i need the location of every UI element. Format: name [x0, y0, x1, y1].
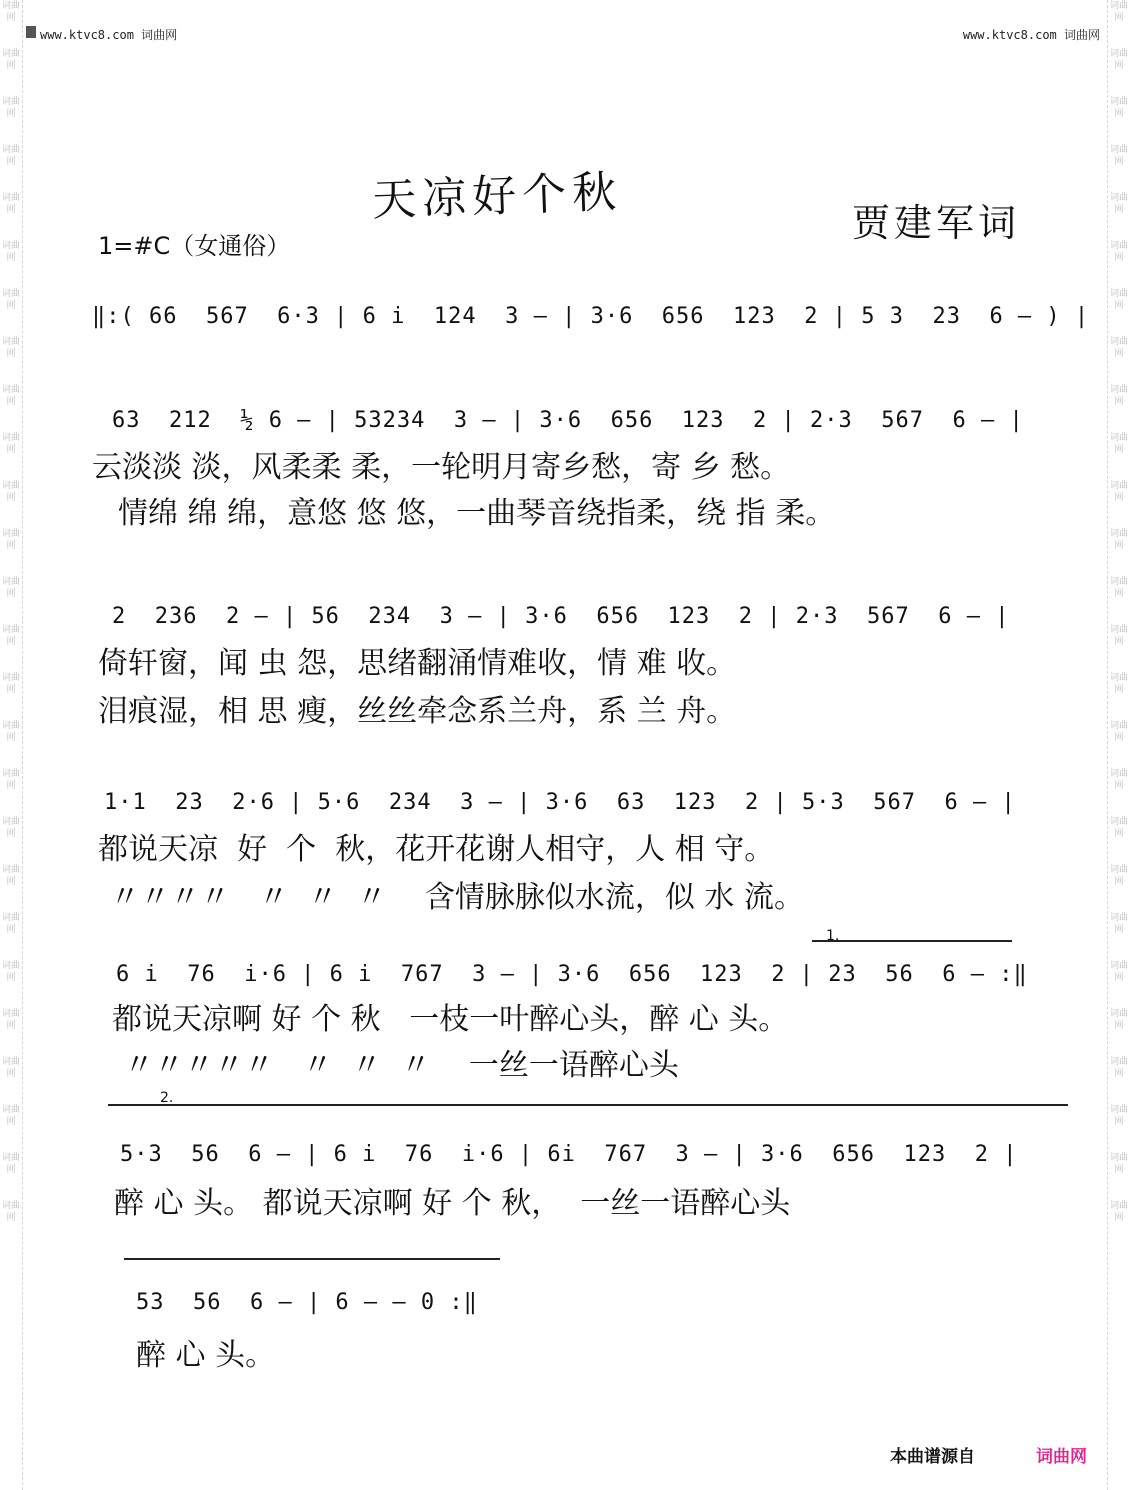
notation-line-3: 1·1 23 2·6 | 5·6 234 3 – | 3·6 63 123 2 | 5·3 567 6 – | — [104, 790, 1016, 815]
watermark-text: 词曲网 — [1109, 577, 1128, 599]
lyric-line-3-verse-1: 都说天凉 好 个 秋，花开花谢人相守，人 相 守。 — [98, 832, 775, 867]
source-label: 本曲谱源自 — [890, 1447, 975, 1467]
lyric-line-1-verse-2: 情绵 绵 绵，意悠 悠 悠，一曲琴音绕指柔，绕 指 柔。 — [118, 496, 836, 531]
coda-bracket — [124, 1258, 500, 1260]
notation-line-2: 2 236 2 – | 56 234 3 – | 3·6 656 123 2 | 2·3 567 6 – | — [112, 604, 1010, 629]
watermark-text: 词曲网 — [1, 817, 20, 839]
watermark-text: 词曲网 — [1, 769, 20, 791]
watermark-text: 词曲网 — [1109, 1009, 1128, 1031]
watermark-text: 词曲网 — [1109, 865, 1128, 887]
watermark-text: 词曲网 — [1, 481, 20, 503]
watermark-text: 词曲网 — [1, 1201, 20, 1223]
watermark-text: 词曲网 — [1109, 673, 1128, 695]
right-watermark-strip — [1107, 0, 1130, 1490]
watermark-text: 词曲网 — [1, 385, 20, 407]
lyric-line-4-verse-2: 〃〃〃〃〃 〃 〃 〃 一丝一语醉心头 — [124, 1048, 679, 1083]
watermark-text: 词曲网 — [1109, 1201, 1128, 1223]
watermark-text: 词曲网 — [1109, 817, 1128, 839]
watermark-text: 词曲网 — [1109, 1057, 1128, 1079]
volta-1-bracket — [812, 940, 1012, 942]
notation-line-1: 63 212 ½ 6 – | 53234 3 – | 3·6 656 123 2 | 2·3 567 6 – | — [112, 408, 1024, 433]
site-url-left[interactable]: www.ktvc8.com 词曲网 — [40, 28, 178, 42]
watermark-text: 词曲网 — [1109, 97, 1128, 119]
lyric-line-6-verse-1: 醉 心 头。 — [136, 1338, 276, 1373]
watermark-text: 词曲网 — [1109, 529, 1128, 551]
watermark-text: 词曲网 — [1109, 433, 1128, 455]
lyric-line-1-verse-1: 云淡淡 淡，风柔柔 柔，一轮明月寄乡愁，寄 乡 愁。 — [92, 450, 791, 485]
watermark-text: 词曲网 — [1, 289, 20, 311]
watermark-text: 词曲网 — [1109, 193, 1128, 215]
watermark-text: 词曲网 — [1, 1009, 20, 1031]
song-title: 天凉好个秋 — [371, 166, 623, 227]
watermark-text: 词曲网 — [1109, 49, 1128, 71]
watermark-text: 词曲网 — [1109, 913, 1128, 935]
left-watermark-strip — [0, 0, 23, 1490]
watermark-text: 词曲网 — [1109, 289, 1128, 311]
watermark-text: 词曲网 — [1, 625, 20, 647]
watermark-text: 词曲网 — [1109, 241, 1128, 263]
watermark-text: 词曲网 — [1, 961, 20, 983]
watermark-text: 词曲网 — [1109, 1153, 1128, 1175]
key-signature: 1=#C（女通俗） — [98, 232, 291, 260]
lyric-line-5-verse-1: 醉 心 头。 都说天凉啊 好 个 秋， 一丝一语醉心头 — [114, 1186, 791, 1221]
watermark-text: 词曲网 — [1109, 145, 1128, 167]
watermark-text: 词曲网 — [1, 1, 20, 23]
watermark-text: 词曲网 — [1109, 721, 1128, 743]
volta-1-label: 1. — [826, 928, 840, 944]
watermark-text: 词曲网 — [1, 529, 20, 551]
volta-2-bracket — [108, 1104, 1068, 1106]
notation-line-6: 53 56 6 – | 6 – – 0 :‖ — [136, 1290, 478, 1315]
watermark-text: 词曲网 — [1, 577, 20, 599]
site-url-right[interactable]: www.ktvc8.com 词曲网 — [962, 28, 1100, 42]
lyric-line-3-verse-2: 〃〃〃〃 〃 〃 〃 含情脉脉似水流，似 水 流。 — [110, 880, 804, 915]
watermark-text: 词曲网 — [1, 1105, 20, 1127]
notation-line-intro: ‖:( 66 567 6·3 | 6 i 124 3 – | 3·6 656 123 2 | 5 3 23 6 – ) | — [92, 304, 1090, 329]
watermark-text: 词曲网 — [1, 673, 20, 695]
lyric-line-4-verse-1: 都说天凉啊 好 个 秋 一枝一叶醉心头，醉 心 头。 — [112, 1002, 789, 1037]
watermark-text: 词曲网 — [1109, 385, 1128, 407]
watermark-text: 词曲网 — [1, 193, 20, 215]
notation-line-5: 5·3 56 6 – | 6 i 76 i·6 | 6i 767 3 – | 3·6 656 123 2 | — [120, 1142, 1018, 1167]
watermark-text: 词曲网 — [1, 1153, 20, 1175]
watermark-text: 词曲网 — [1, 1057, 20, 1079]
watermark-text: 词曲网 — [1109, 1, 1128, 23]
watermark-text: 词曲网 — [1, 433, 20, 455]
watermark-text: 词曲网 — [1, 49, 20, 71]
brand-link[interactable]: 词曲网 — [1036, 1447, 1087, 1467]
watermark-text: 词曲网 — [1, 241, 20, 263]
watermark-text: 词曲网 — [1, 97, 20, 119]
watermark-text: 词曲网 — [1, 913, 20, 935]
notation-line-4: 6 i 76 i·6 | 6 i 767 3 – | 3·6 656 123 2 | 23 56 6 – :‖ — [116, 962, 1028, 987]
watermark-text: 词曲网 — [1109, 961, 1128, 983]
watermark-text: 词曲网 — [1, 721, 20, 743]
lyric-line-2-verse-2: 泪痕湿，相 思 瘦，丝丝牵念系兰舟，系 兰 舟。 — [98, 694, 737, 729]
watermark-text: 词曲网 — [1109, 1105, 1128, 1127]
watermark-text: 词曲网 — [1, 145, 20, 167]
watermark-text: 词曲网 — [1109, 481, 1128, 503]
watermark-text: 词曲网 — [1, 865, 20, 887]
watermark-text: 词曲网 — [1109, 769, 1128, 791]
watermark-text: 词曲网 — [1, 337, 20, 359]
watermark-text: 词曲网 — [1109, 337, 1128, 359]
volta-2-label: 2. — [160, 1090, 174, 1106]
watermark-text: 词曲网 — [1109, 625, 1128, 647]
lyric-line-2-verse-1: 倚轩窗，闻 虫 怨，思绪翻涌情难收，情 难 收。 — [98, 646, 737, 681]
corner-logo-icon — [26, 26, 36, 38]
lyricist-credit: 贾建军词 — [852, 201, 1021, 245]
